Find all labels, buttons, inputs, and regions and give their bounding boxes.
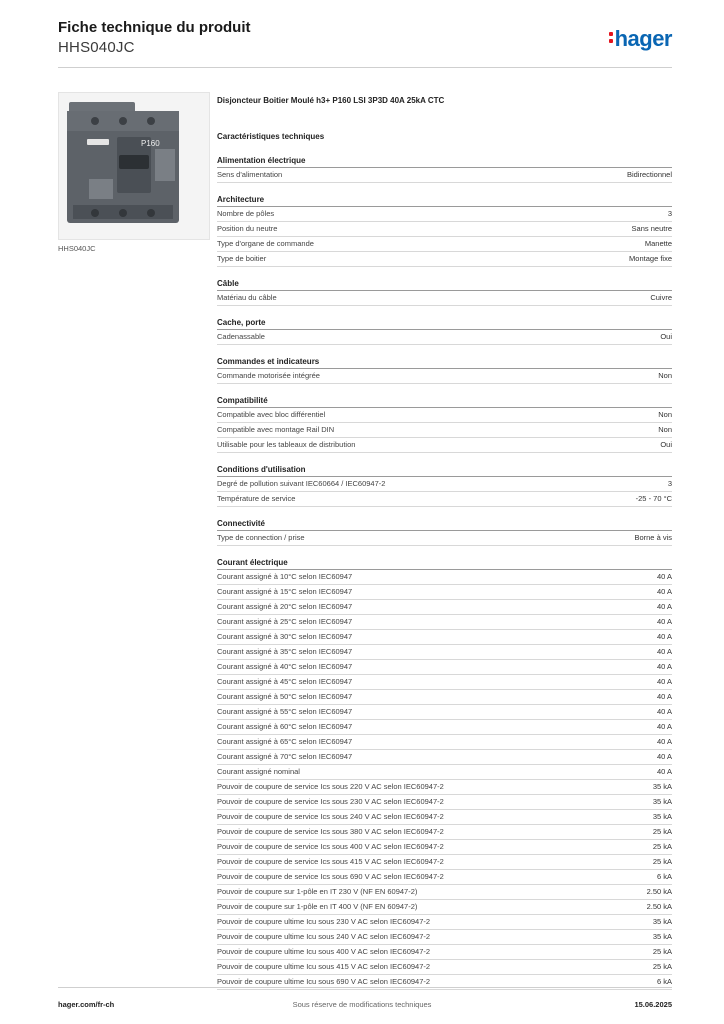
spec-label: Cadenassable (217, 332, 265, 341)
spec-row (217, 675, 672, 690)
spec-label: Courant assigné à 35°C selon IEC60947 (217, 647, 353, 656)
spec-row (217, 291, 672, 306)
spec-value: 40 A (656, 572, 672, 581)
spec-row (217, 900, 672, 915)
spec-value: 25 kA (652, 827, 672, 836)
product-reference: HHS040JC (58, 39, 135, 56)
spec-row (217, 168, 672, 183)
section-title: Connectivité (217, 517, 672, 531)
spec-label: Type d'organe de commande (217, 239, 314, 248)
spec-label: Courant assigné à 60°C selon IEC60947 (217, 722, 353, 731)
spec-row (217, 408, 672, 423)
spec-value: Non (658, 371, 672, 380)
spec-value: Cuivre (650, 293, 672, 302)
section-title: Courant électrique (217, 556, 672, 570)
spec-label: Courant assigné nominal (217, 767, 300, 776)
spec-value: 35 kA (652, 917, 672, 926)
spec-value: 40 A (656, 707, 672, 716)
spec-value: 35 kA (652, 932, 672, 941)
spec-row (217, 720, 672, 735)
spec-row (217, 795, 672, 810)
spec-label: Pouvoir de coupure sur 1-pôle en IT 230 V (NF EN 60947-2) (217, 887, 418, 896)
spec-value: 40 A (656, 602, 672, 611)
spec-label: Courant assigné à 50°C selon IEC60947 (217, 692, 353, 701)
spec-row (217, 765, 672, 780)
spec-row (217, 660, 672, 675)
spec-row (217, 492, 672, 507)
spec-label: Courant assigné à 20°C selon IEC60947 (217, 602, 353, 611)
image-caption: HHS040JC (58, 244, 96, 253)
page-header (58, 18, 672, 70)
spec-value: 2.50 kA (646, 887, 672, 896)
spec-value: 6 kA (656, 872, 672, 881)
spec-value: 25 kA (652, 947, 672, 956)
spec-label: Pouvoir de coupure ultime Icu sous 690 V AC selon IEC60947-2 (217, 977, 431, 986)
spec-row (217, 735, 672, 750)
spec-row (217, 207, 672, 222)
spec-row (217, 930, 672, 945)
spec-value: 3 (667, 209, 672, 218)
spec-value: 35 kA (652, 797, 672, 806)
spec-label: Courant assigné à 40°C selon IEC60947 (217, 662, 353, 671)
spec-row (217, 705, 672, 720)
spec-label: Courant assigné à 70°C selon IEC60947 (217, 752, 353, 761)
spec-row (217, 690, 672, 705)
spec-row (217, 960, 672, 975)
spec-label: Pouvoir de coupure ultime Icu sous 240 V AC selon IEC60947-2 (217, 932, 431, 941)
spec-label: Compatible avec montage Rail DIN (217, 425, 335, 434)
spec-value: 35 kA (652, 782, 672, 791)
spec-row (217, 222, 672, 237)
spec-value: 40 A (656, 677, 672, 686)
spec-label: Pouvoir de coupure ultime Icu sous 230 V AC selon IEC60947-2 (217, 917, 431, 926)
spec-row (217, 252, 672, 267)
section-title: Conditions d'utilisation (217, 463, 672, 477)
spec-label: Courant assigné à 30°C selon IEC60947 (217, 632, 353, 641)
footer-website-link[interactable]: hager.com/fr-ch (58, 1000, 115, 1009)
spec-label: Pouvoir de coupure ultime Icu sous 400 V AC selon IEC60947-2 (217, 947, 431, 956)
spec-value: 25 kA (652, 962, 672, 971)
spec-section (217, 517, 672, 546)
specs-heading: Caractéristiques techniques (217, 132, 325, 141)
spec-value: 40 A (656, 767, 672, 776)
section-title: Architecture (217, 193, 672, 207)
spec-value: 40 A (656, 752, 672, 761)
spec-value: Oui (660, 440, 672, 449)
spec-label: Pouvoir de coupure de service Ics sous 220 V AC selon IEC60947-2 (217, 782, 444, 791)
footer-divider (58, 987, 672, 988)
spec-label: Matériau du câble (217, 293, 277, 302)
product-name: Disjoncteur Boitier Moulé h3+ P160 LSI 3P3D 40A 25kA CTC (217, 96, 445, 105)
spec-label: Nombre de pôles (217, 209, 275, 218)
spec-row (217, 369, 672, 384)
spec-row (217, 531, 672, 546)
spec-label: Utilisable pour les tableaux de distribution (217, 440, 356, 449)
spec-value: Non (658, 410, 672, 419)
spec-value: Oui (660, 332, 672, 341)
spec-value: Montage fixe (629, 254, 672, 263)
section-title: Câble (217, 277, 672, 291)
spec-value: 25 kA (652, 842, 672, 851)
spec-label: Courant assigné à 15°C selon IEC60947 (217, 587, 353, 596)
section-title: Commandes et indicateurs (217, 355, 672, 369)
spec-row (217, 825, 672, 840)
spec-label: Pouvoir de coupure de service Ics sous 230 V AC selon IEC60947-2 (217, 797, 444, 806)
spec-section (217, 154, 672, 183)
spec-value: Non (658, 425, 672, 434)
spec-label: Courant assigné à 65°C selon IEC60947 (217, 737, 353, 746)
spec-label: Sens d'alimentation (217, 170, 283, 179)
spec-value: -25 - 70 °C (635, 494, 672, 503)
hager-logo[interactable] (609, 26, 672, 52)
spec-label: Position du neutre (217, 224, 278, 233)
spec-row (217, 585, 672, 600)
spec-value: 40 A (656, 617, 672, 626)
spec-row (217, 330, 672, 345)
spec-label: Température de service (217, 494, 296, 503)
logo-text: hager (614, 26, 672, 51)
spec-label: Courant assigné à 55°C selon IEC60947 (217, 707, 353, 716)
spec-row (217, 237, 672, 252)
spec-value: Bidirectionnel (626, 170, 672, 179)
product-image (58, 92, 210, 240)
spec-label: Commande motorisée intégrée (217, 371, 320, 380)
spec-section (217, 277, 672, 306)
spec-value: 35 kA (652, 812, 672, 821)
spec-section (217, 394, 672, 453)
spec-section (217, 316, 672, 345)
spec-value: 6 kA (656, 977, 672, 986)
spec-row (217, 810, 672, 825)
spec-label: Type de connection / prise (217, 533, 305, 542)
spec-label: Degré de pollution suivant IEC60664 / IEC60947-2 (217, 479, 386, 488)
spec-label: Pouvoir de coupure de service Ics sous 400 V AC selon IEC60947-2 (217, 842, 444, 851)
logo-dots-icon (609, 32, 613, 46)
spec-row (217, 870, 672, 885)
spec-value: 40 A (656, 632, 672, 641)
header-divider (58, 67, 672, 68)
spec-label: Pouvoir de coupure ultime Icu sous 415 V AC selon IEC60947-2 (217, 962, 431, 971)
spec-value: 2.50 kA (646, 902, 672, 911)
spec-value: 40 A (656, 587, 672, 596)
footer-disclaimer: Sous réserve de modifications techniques (292, 1000, 432, 1009)
spec-label: Type de boitier (217, 254, 267, 263)
device-label: P160 (141, 139, 160, 148)
spec-content (217, 94, 672, 990)
spec-value: 40 A (656, 737, 672, 746)
spec-row (217, 915, 672, 930)
spec-row (217, 945, 672, 960)
spec-row (217, 780, 672, 795)
spec-row (217, 750, 672, 765)
spec-label: Pouvoir de coupure de service Ics sous 380 V AC selon IEC60947-2 (217, 827, 444, 836)
page-title: Fiche technique du produit (58, 19, 251, 36)
spec-value: 25 kA (652, 857, 672, 866)
spec-value: 3 (667, 479, 672, 488)
spec-value: 40 A (656, 647, 672, 656)
spec-row (217, 885, 672, 900)
spec-row (217, 615, 672, 630)
spec-row (217, 600, 672, 615)
spec-section (217, 463, 672, 507)
spec-value: 40 A (656, 722, 672, 731)
spec-row (217, 423, 672, 438)
spec-row (217, 438, 672, 453)
spec-section (217, 556, 672, 990)
spec-value: Borne à vis (634, 533, 672, 542)
spec-label: Courant assigné à 10°C selon IEC60947 (217, 572, 353, 581)
spec-label: Pouvoir de coupure sur 1-pôle en IT 400 V (NF EN 60947-2) (217, 902, 418, 911)
section-title: Alimentation électrique (217, 154, 672, 168)
spec-row (217, 645, 672, 660)
spec-value: 40 A (656, 692, 672, 701)
spec-section (217, 193, 672, 267)
spec-value: Manette (644, 239, 672, 248)
spec-row (217, 477, 672, 492)
spec-label: Pouvoir de coupure de service Ics sous 690 V AC selon IEC60947-2 (217, 872, 444, 881)
spec-label: Courant assigné à 25°C selon IEC60947 (217, 617, 353, 626)
section-title: Compatibilité (217, 394, 672, 408)
spec-label: Compatible avec bloc différentiel (217, 410, 326, 419)
spec-row (217, 855, 672, 870)
spec-section (217, 355, 672, 384)
spec-label: Courant assigné à 45°C selon IEC60947 (217, 677, 353, 686)
spec-row (217, 630, 672, 645)
spec-label: Pouvoir de coupure de service Ics sous 415 V AC selon IEC60947-2 (217, 857, 444, 866)
spec-row (217, 840, 672, 855)
spec-value: 40 A (656, 662, 672, 671)
spec-row (217, 570, 672, 585)
section-title: Cache, porte (217, 316, 672, 330)
spec-label: Pouvoir de coupure de service Ics sous 240 V AC selon IEC60947-2 (217, 812, 444, 821)
circuit-breaker-icon (59, 93, 209, 239)
spec-value: Sans neutre (631, 224, 672, 233)
footer-date: 15.06.2025 (634, 1000, 672, 1009)
spec-sections (217, 154, 672, 990)
